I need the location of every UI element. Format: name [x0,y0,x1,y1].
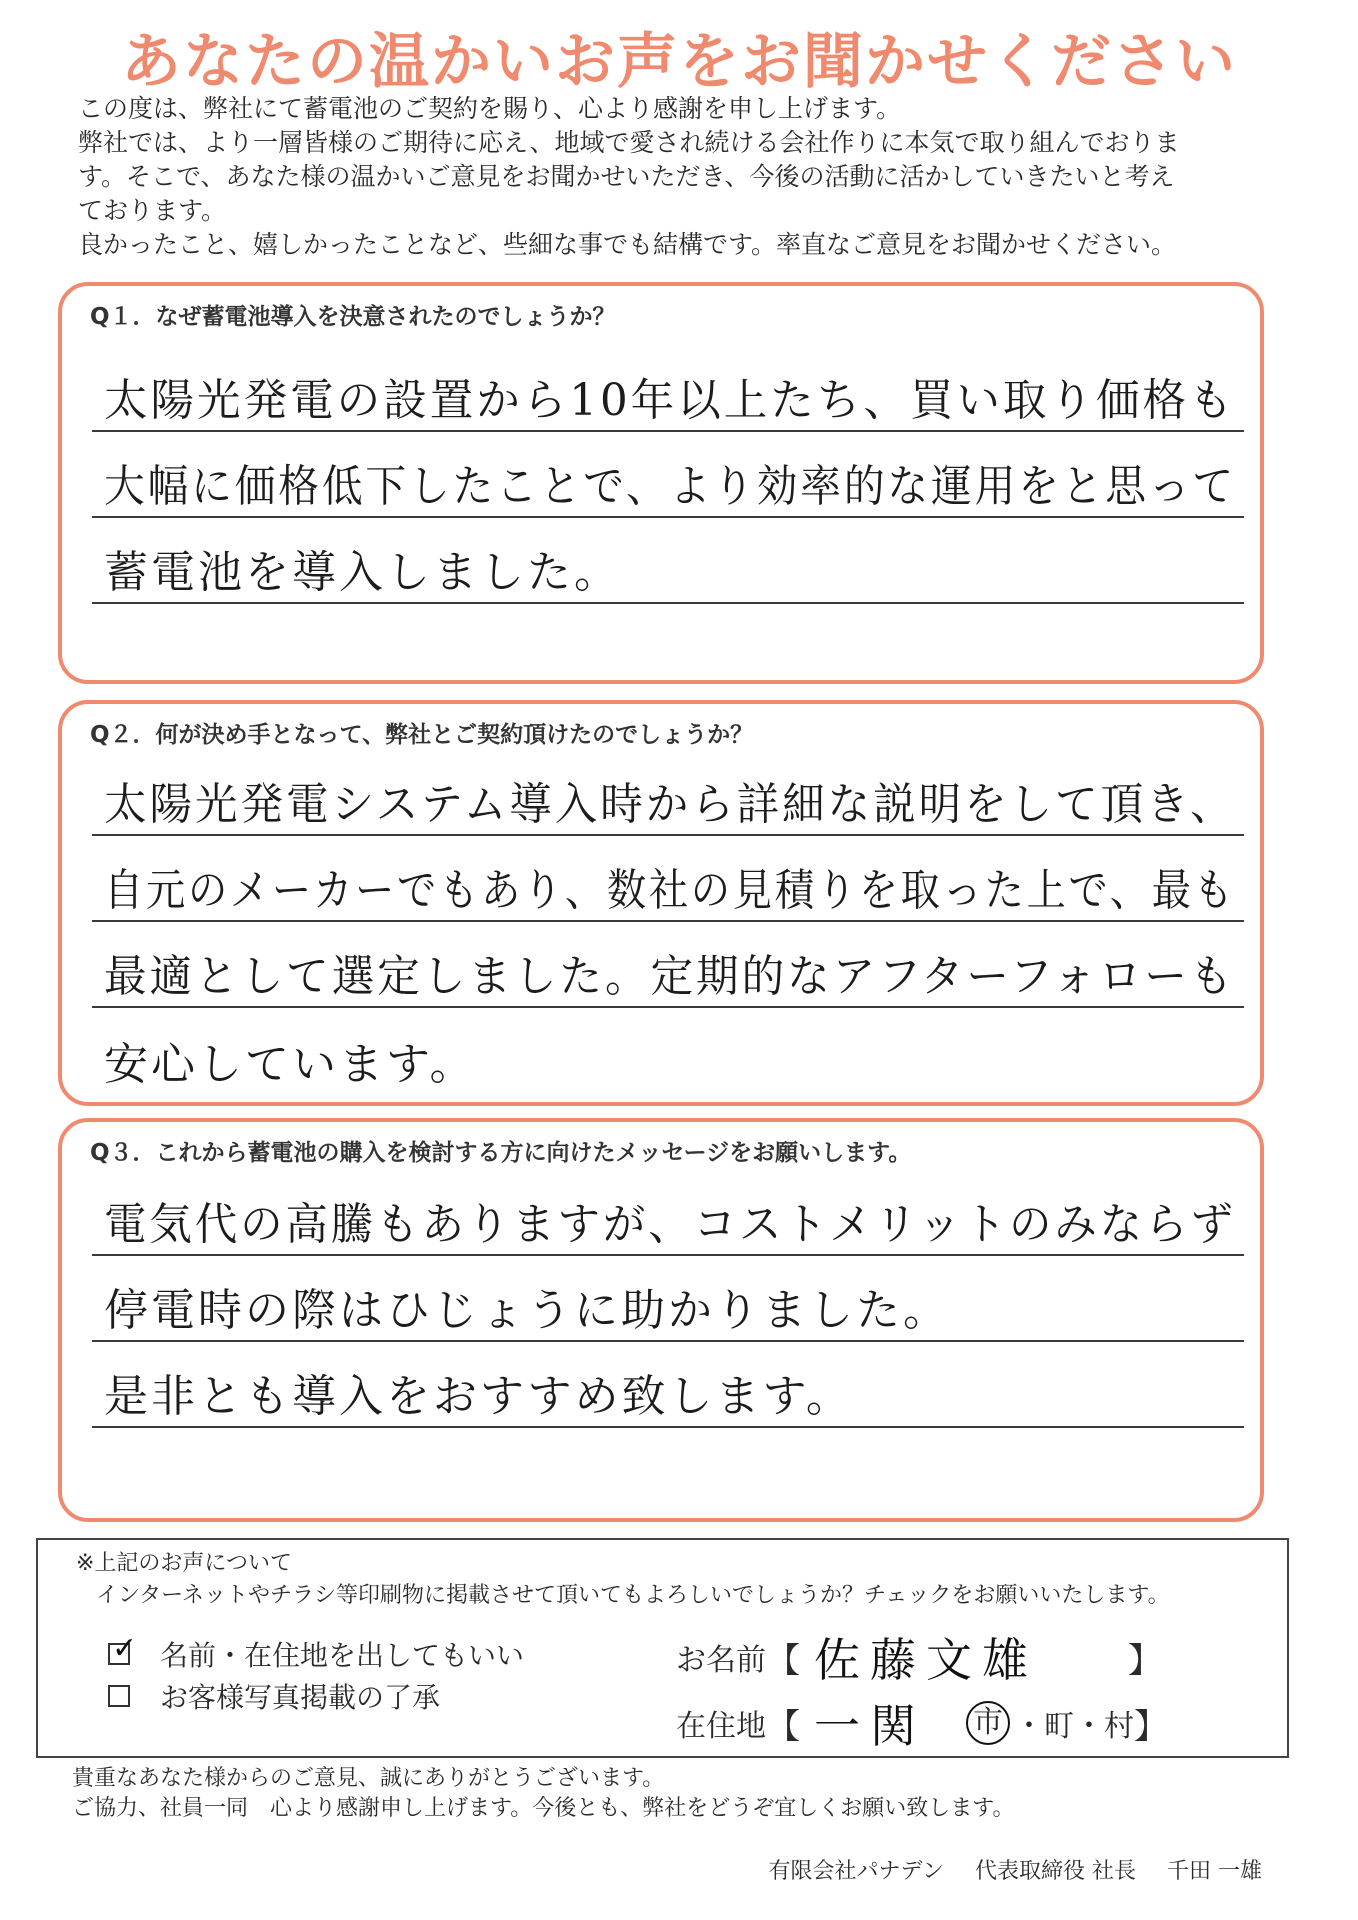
answer-line [92,922,1244,1008]
check-icon: ✓ [112,1631,138,1666]
answer-text: 最適として選定しました。定期的なアフターフォローも [104,951,1236,1002]
signer-title: 代表取締役 社長 [975,1859,1136,1884]
name-field [676,1624,1162,1690]
consent-question: インターネットやチラシ等印刷物に掲載させて頂いてもよろしいでしょうか？チェックをお願いいたします。 [96,1583,1170,1608]
intro-line: この度は、弊社にて蓄電池のご契約を賜り、心より感謝を申し上げます。 [78,94,902,123]
bracket-open: 【 [766,1706,800,1747]
consent-option-name-address[interactable] [108,1631,525,1674]
answer-text: 太陽光発電システム導入時から詳細な説明をして頂き、 [104,779,1236,830]
answer-line [92,836,1244,922]
checkbox-checked[interactable] [108,1631,138,1666]
address-label: 在住地 [676,1709,766,1744]
consent-box [36,1538,1289,1758]
intro-line: 良かったこと、嬉しかったことなど、些細な事でも結構です。率直なご意見をお聞かせください。 [78,230,1177,259]
intro-line: 弊社では、より一層皆様のご期待に応え、地域で愛され続ける会社作りに本気で取り組んでおりま [78,128,1180,157]
company-name: 有限会社パナデン [768,1859,944,1884]
checkbox-unchecked[interactable] [108,1685,130,1707]
page-title: あなたの温かいお声をお聞かせください [121,27,1237,97]
answer-text: 電気代の高騰もありますが、コストメリットのみならず [104,1199,1236,1250]
intro-text [78,92,1293,262]
address-type: 村 [1104,1709,1134,1744]
question-box-1 [58,282,1264,684]
bracket-close: 】 [1134,1706,1168,1747]
intro-line: す。そこで、あなた様の温かいご意見をお聞かせいただき、今後の活動に活かしていきたいと考え [78,162,1175,191]
answer-line [92,1256,1244,1342]
answer-lines [92,1170,1244,1428]
answer-line [92,1342,1244,1428]
thanks-line: ご協力、社員一同 心より感謝申し上げます。今後とも、弊社をどうぞ宜しくお願い致します。 [72,1796,1015,1821]
answer-text: 蓄電池を導入しました。 [104,547,621,598]
answer-line [92,518,1244,604]
consent-option-label: 名前・在住地を出してもいい [160,1639,525,1672]
answer-line [92,432,1244,518]
answer-text: 安心しています。 [104,1039,477,1090]
address-type: 町 [1044,1709,1074,1744]
address-city: 一関 [814,1699,926,1753]
consent-note: ※上記のお声について [76,1551,292,1576]
intro-line: ております。 [78,196,227,225]
address-sep: ・ [1014,1709,1044,1744]
answer-text: 是非とも導入をおすすめ致します。 [104,1371,853,1422]
signer-name: 千田 一雄 [1167,1859,1262,1884]
signature [768,1854,1262,1885]
answer-text: 停電時の際はひじょうに助かりました。 [104,1285,950,1336]
question-label: Q２．何が決め手となって、弊社とご契約頂けたのでしょうか？ [90,722,754,748]
address-sep: ・ [1074,1709,1104,1744]
question-label: Q１．なぜ蓄電池導入を決意されたのでしょうか？ [90,304,616,330]
consent-option-label: お客様写真掲載の了承 [160,1681,441,1714]
question-box-2 [58,700,1264,1106]
name-label: お名前 [676,1643,766,1678]
answer-line [92,346,1244,432]
question-box-3 [58,1118,1264,1522]
answer-line [92,1008,1244,1094]
answer-lines [92,750,1244,1094]
question-label: Q３．これから蓄電池の購入を検討する方に向けたメッセージをお願いします。 [90,1140,912,1166]
thanks-line: 貴重なあなた様からのご意見、誠にありがとうございます。 [72,1766,665,1791]
bracket-close: 】 [1128,1640,1162,1681]
address-type-selected: 市 [966,1701,1010,1745]
answer-line [92,1170,1244,1256]
address-field [676,1690,1168,1756]
name-value: 佐藤文雄 [814,1633,1038,1687]
answer-text: 太陽光発電の設置から10年以上たち、買い取り価格も [104,375,1236,426]
bracket-open: 【 [766,1640,800,1681]
answer-line [92,750,1244,836]
answer-lines [92,346,1244,604]
consent-option-photo[interactable] [108,1676,440,1716]
answer-text: 大幅に価格低下したことで、より効率的な運用をと思って [104,461,1236,512]
thanks-text [72,1764,1014,1824]
answer-text: 自元のメーカーでもあり、数社の見積りを取った上で、最も [104,865,1236,916]
